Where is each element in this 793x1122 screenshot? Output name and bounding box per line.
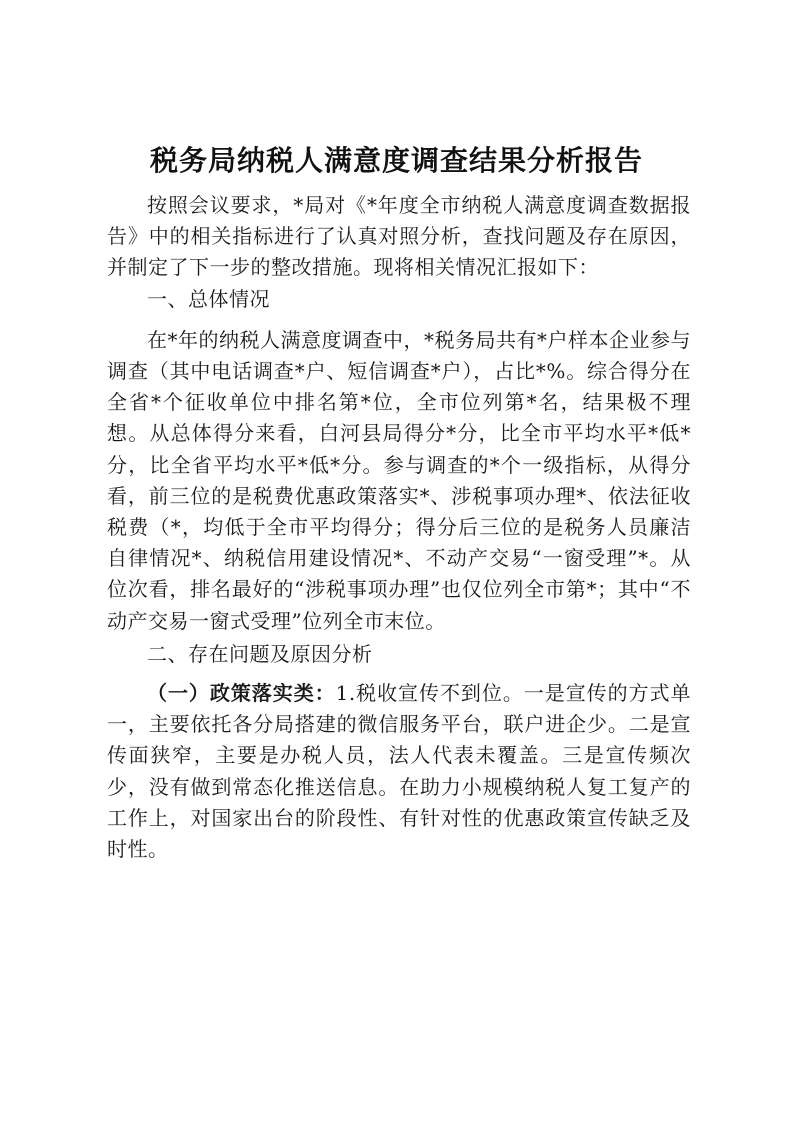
problems-text: 一是宣传的方式单一，主要依托各分局搭建的微信服务平台，联户进企少。二是宣传面狭窄，主要是办税人员，法人代表未覆盖。三是宣传频次少，没有做到常态化推送信息。在助力小规模纳税人复工复产的工作上，对国家出台的阶段性、有针对性的优惠政策宣传缺乏及时性。 [107, 681, 692, 862]
document-title: 税务局纳税人满意度调查结果分析报告 [149, 144, 643, 177]
overview-paragraph [107, 325, 691, 637]
section-heading-overview: 一、总体情况 [147, 286, 270, 311]
intro-paragraph: 按照会议要求，*局对《*年度全市纳税人满意度调查数据报告》中的相关指标进行了认真对照分析，查找问题及存在原因，并制定了下一步的整改措施。现将相关情况汇报如下： [107, 193, 691, 280]
problems-paragraph [107, 678, 691, 865]
section-heading-problems: 二、存在问题及原因分析 [147, 641, 373, 666]
document-body [107, 190, 691, 865]
overview-text: 在*年的纳税人满意度调查中，*税务局共有*户样本企业参与调查（其中电话调查*户、短信调查*户），占比*%。综合得分在全省*个征收单位中排名第*位，全市位列第*名，结果极不理想。从总体得分来看，白河县局得分*分，比全市平均水平*低*分，比全省平均水平*低*分。参与调查的*个一级指标，从得分看，前三位的是税费优惠政策落实*、涉税事项办理*、依法征收税费（*，均低于全市平均得分；得分后三位的是税务人员廉洁自律情况*、纳税信用建设情况*、不动产交易“一窗受理”*。从位次看，排名最好的“涉税事项办理”也仅位列全市第*；其中“不动产交易一窗式受理”位列全市末位。 [107, 327, 691, 633]
subsection-item: 1.税收宣传不到位。 [335, 681, 524, 706]
subsection-label: （一）政策落实类： [147, 681, 336, 706]
